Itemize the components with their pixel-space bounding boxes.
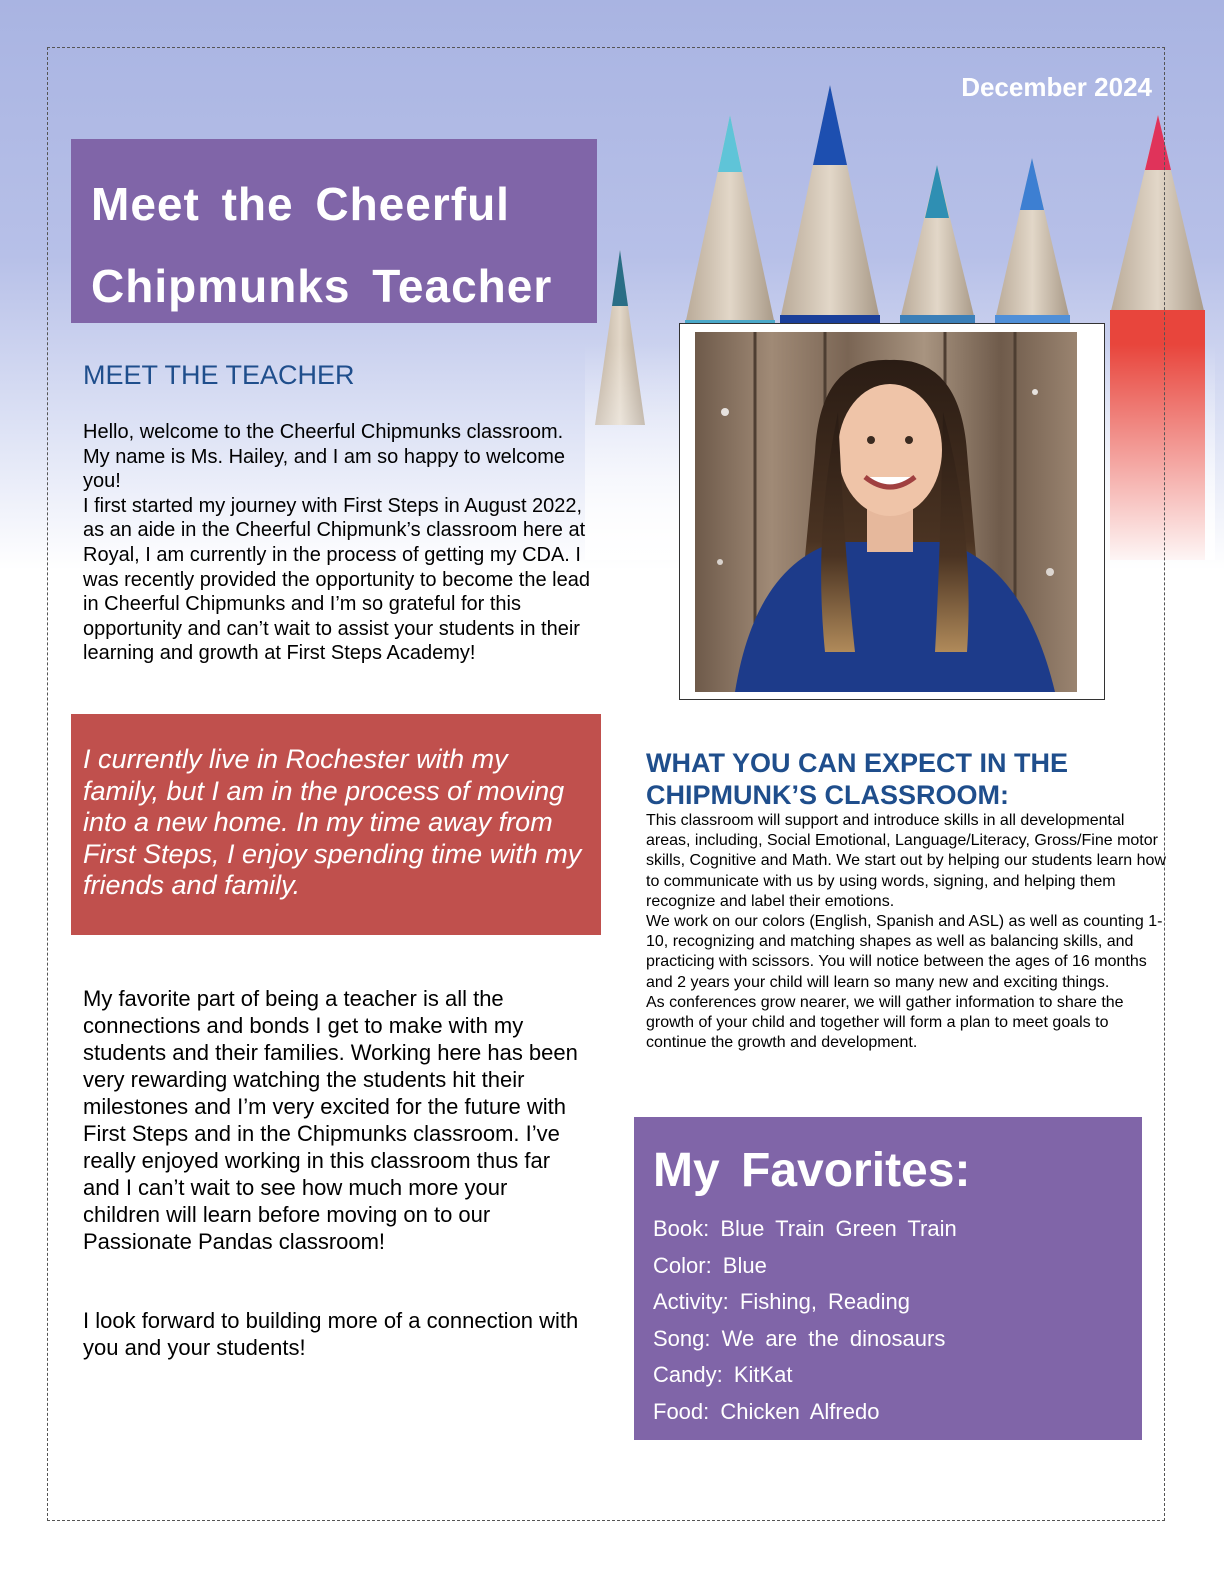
- favorite-item: Color: Blue: [653, 1252, 767, 1278]
- closing-paragraph: I look forward to building more of a connection with you and your students!: [83, 1308, 579, 1360]
- expect-heading: WHAT YOU CAN EXPECT IN THE CHIPMUNK’S CLASSROOM:: [646, 748, 1069, 810]
- title-line-1: Meet the Cheerful: [91, 178, 510, 230]
- favorite-item: Candy: KitKat: [653, 1362, 793, 1388]
- teacher-photo-frame: [679, 323, 1105, 700]
- newsletter-date: December 2024: [961, 72, 1152, 102]
- meet-teacher-heading: MEET THE TEACHER: [83, 360, 355, 390]
- favorites-list: [653, 1211, 1124, 1431]
- teacher-photo: [695, 332, 1077, 692]
- favorite-item: Song: We are the dinosaurs: [653, 1325, 946, 1351]
- favorite-item: Book: Blue Train Green Train: [653, 1216, 957, 1241]
- quote-box: [71, 714, 601, 935]
- quote-text: I currently live in Rochester with my family, but I am in the process of moving into a new home. In my time away from First Steps, I enjoy spending time with my friends and family.: [83, 744, 582, 900]
- expect-body: This classroom will support and introduce skills in all developmental areas, including, Social Emotional, Language/Literacy, Gross/Fine motor skills, Cognitive and Math. We start out by helping our students learn how to communicate with us by using words, signing, and helping them recognize and label their emotions. We work on our colors (English, Spanish and ASL) as well as counting 1-10, recognizing and matching shapes as well as balancing skills, and practicing with scissors. You will notice between the ages of 16 months and 2 years your child will learn so many new and exciting things. As conferences grow nearer, we will gather information to share the growth of your child and together will form a plan to meet goals to continue the growth and development.: [646, 812, 1166, 1052]
- favorite-item: Food: Chicken Alfredo: [653, 1398, 880, 1424]
- favorites-title: My Favorites:: [653, 1144, 971, 1197]
- favorite-item: Activity: Fishing, Reading: [653, 1289, 910, 1315]
- favorite-part-paragraph: My favorite part of being a teacher is all the connections and bonds I get to make with my students and their families. Working here has been very rewarding watching the students hit their milestones and I’m very excited for the future with First Steps and in the Chipmunks classroom. I’ve really enjoyed working in this classroom thus far and I can’t wait to see how much more your children will learn before moving on to our Passionate Pandas classroom!: [83, 986, 578, 1254]
- favorites-box: [634, 1117, 1142, 1440]
- intro-paragraph: Hello, welcome to the Cheerful Chipmunks classroom. My name is Ms. Hailey, and I am so happy to welcome you! I first started my journey with First Steps in August 2022, as an aide in the Cheerful Chipmunk’s classroom here at Royal, I am currently in the process of getting my CDA. I was recently provided the opportunity to become the lead in Cheerful Chipmunks and I’m so grateful for this opportunity and can’t wait to assist your students in their learning and growth at First Steps Academy!: [83, 421, 590, 665]
- title-banner: [71, 139, 597, 323]
- title-line-2: Chipmunks Teacher: [91, 260, 553, 312]
